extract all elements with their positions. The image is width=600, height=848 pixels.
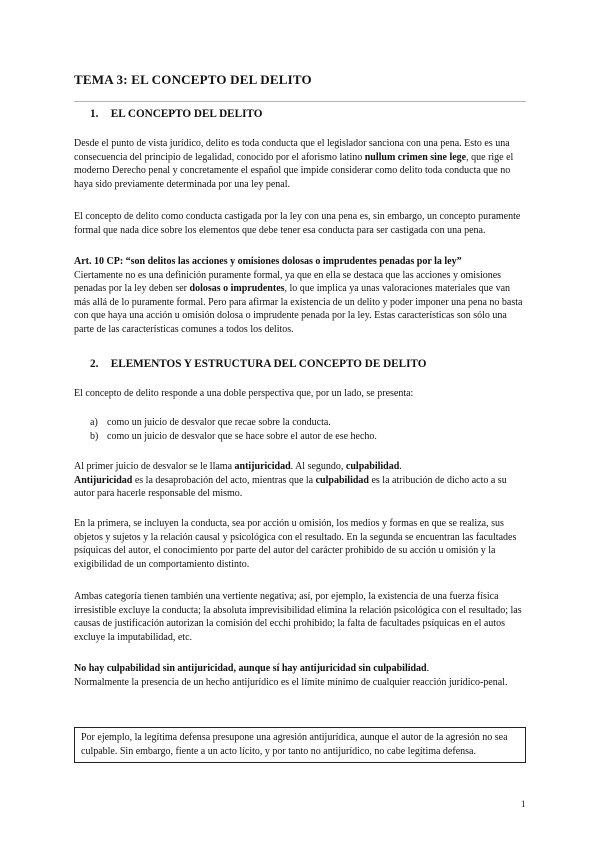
paragraph-text: es la atribución de dicho acto a su autor para hacerle responsable del mismo. — [74, 474, 507, 499]
paragraph-first-second: En la primera, se incluyen la conducta, sea por acción u omisión, los medios y formas en que se realiza, sus objetos y sujetos y la relación causal y psicológica con el resultado. En la segunda se encuentran las facultades psíquicas del autor, el conocimiento por parte del autor del carácter prohibido de su acción u omisión y la exigibilidad de un comportamiento distinto. — [74, 518, 517, 570]
latin-aphorism: nullum crimen sine lege — [364, 151, 467, 163]
list-item-text: como un juicio de desvalor que se hace sobre el autor de ese hecho. — [107, 431, 377, 442]
paragraph-intro: El concepto de delito responde a una doble perspectiva que, por un lado, se presenta: — [74, 388, 414, 399]
paragraph-text: . — [426, 663, 430, 674]
section-heading-2 — [90, 358, 426, 370]
paragraph-text: . — [399, 461, 402, 472]
title-rule — [74, 101, 526, 102]
example-box: Por ejemplo, la legítima defensa presupone una agresión antijurídica, aunque el autor de la agresión no sea culpable. Sin embargo, fiente a un acto lícito, y por tanto no antijurídico, no cabe legítima defensa. — [74, 727, 526, 763]
bold-term: dolosas o imprudentes — [189, 283, 285, 294]
list-item — [90, 430, 520, 444]
paragraph-definition — [74, 137, 526, 191]
bold-statement: No hay culpabilidad sin antijuricidad, aunque sí hay antijuricidad sin culpabilidad — [74, 663, 427, 674]
bold-term: Antijuricidad — [74, 474, 133, 486]
perspective-list — [90, 416, 520, 444]
list-marker: a) — [90, 417, 98, 428]
paragraph-text: Desde el punto de vista jurídico, delito es toda conducta que el legislador sanciona con una pena. Esto es una consecuencia del principio de legalidad, conocido por el aforismo latino — [74, 138, 510, 163]
section-heading-1 — [90, 108, 262, 120]
paragraph-formal-concept: El concepto de delito como conducta castigada por la ley con una pena es, sin embargo, un concepto puramente formal que nada dice sobre los elementos que debe tener esa conducta para ser castigada con una pena. — [74, 211, 521, 236]
paragraph-art-10 — [74, 255, 526, 336]
page-number: 1 — [521, 799, 526, 809]
document-title: TEMA 3: EL CONCEPTO DEL DELITO — [74, 72, 312, 87]
list-item-text: como un juicio de desvalor que recae sobre la conducta. — [107, 417, 331, 428]
bold-term: culpabilidad — [315, 474, 369, 486]
article-citation: Art. 10 CP: “son delitos las acciones y omisiones dolosas o imprudentes penadas por la ley” — [74, 256, 462, 267]
list-marker: b) — [90, 431, 99, 442]
section-title-2: ELEMENTOS Y ESTRUCTURA DEL CONCEPTO DE DELITO — [110, 358, 427, 370]
paragraph-text: Ciertamente no es una definición puramente formal, ya que en ella se destaca que las acciones y omisiones penadas por la ley deben ser — [74, 269, 502, 294]
section-title-1: EL CONCEPTO DEL DELITO — [110, 108, 263, 120]
bold-term: culpabilidad — [345, 461, 400, 472]
paragraph-text: , lo que implica ya unas valoraciones materiales que van más allá de lo puramente formal. Pero para afirmar la existencia de un delito y poder imponer una pena no basta con que haya una acción u omisión dolosa o imprudente penada por la ley. Estas características son sólo una parte de las características comunes a todos los delitos. — [74, 283, 523, 335]
paragraph-text: , que rige el moderno Derecho penal y concretamente el español que impide considerar como delito toda conducta que no haya sido previamente determinada por una ley penal. — [74, 151, 514, 190]
paragraph-text: . Al segundo, — [290, 461, 346, 472]
bold-term: antijuricidad — [234, 461, 291, 472]
paragraph-text: Normalmente la presencia de un hecho antijurídico es el límite mínimo de cualquier reacción jurídico-penal. — [74, 676, 508, 688]
list-item — [90, 416, 520, 430]
section-number-2: 2. — [90, 358, 99, 370]
paragraph-negative: Ambas categoría tienen también una vertiente negativa; así, por ejemplo, la existencia de una fuerza física irresistible excluye la conducta; la absoluta imprevisibilidad elimina la relación psicológica con el resultado; las causas de justificación autorizan la comisión del ecchi prohibido; la falta de facultades psíquicas en el autos excluye la imputabilidad, etc. — [74, 591, 522, 643]
paragraph-antijuricidad — [74, 460, 526, 501]
paragraph-text: Al primer juicio de desvalor se le llama — [74, 461, 235, 472]
paragraph-text: es la desaprobación del acto, mientras que la — [132, 474, 316, 486]
section-number-1: 1. — [90, 108, 99, 120]
paragraph-culpabilidad — [74, 662, 526, 689]
